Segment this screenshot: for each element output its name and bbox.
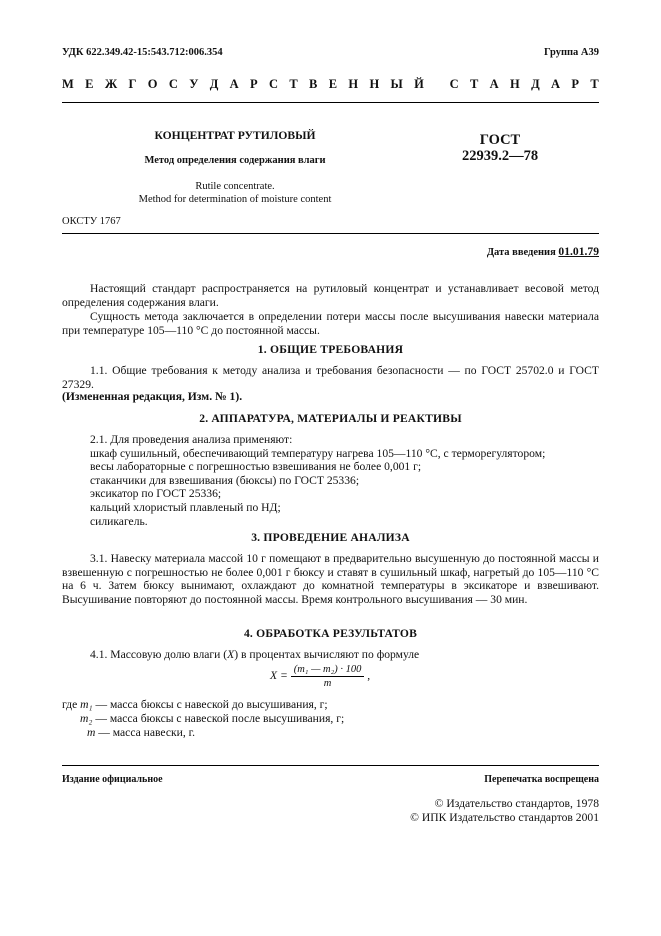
section-2-lead: 2.1. Для проведения анализа применяют: [90, 433, 293, 446]
heading-letter: Р [571, 77, 580, 91]
definition-text: масса навески, г. [112, 726, 195, 739]
copyright-1978: © Издательство стандартов, 1978 [434, 797, 599, 810]
section-3-title: 3. ПРОВЕДЕНИЕ АНАЛИЗА [251, 531, 410, 544]
list-item: шкаф сушильный, обеспечивающий температуру нагрева 105—110 °С, с терморегулятором; [90, 446, 546, 460]
section-4-title: 4. ОБРАБОТКА РЕЗУЛЬТАТОВ [243, 627, 418, 640]
heading-letter: Ж [104, 77, 118, 91]
heading-letter: Й [414, 77, 424, 91]
okstu-code: ОКСТУ 1767 [62, 216, 121, 227]
heading-letter: А [229, 77, 239, 91]
definition-text: масса бюксы с навеской после высушивания, г; [109, 712, 345, 725]
list-item: силикагель. [90, 514, 148, 528]
footer-divider [62, 765, 599, 766]
list-item: эксикатор по ГОСТ 25336; [90, 487, 222, 501]
gost-number: 22939.2—78 [461, 148, 539, 164]
definition-symbol: m₁ [80, 698, 93, 711]
section-1-title: 1. ОБЩИЕ ТРЕБОВАНИЯ [257, 343, 404, 356]
section-4-text-b: ) в процентах вычисляют по формуле [234, 648, 420, 661]
group-code: Группа А39 [543, 47, 599, 58]
section-4-paragraph [90, 648, 599, 662]
definition-row [87, 726, 195, 740]
heading-letter: Т [469, 77, 479, 91]
effective-date-value: 01.01.79 [558, 245, 599, 258]
heading-letter: В [309, 77, 318, 91]
heading-letter: Н [510, 77, 520, 91]
copyright-2001: © ИПК Издательство стандартов 2001 [410, 811, 599, 824]
section-4-variable: X [227, 648, 235, 661]
intro-paragraph-1: Настоящий стандарт распространяется на рутиловый концентрат и устанавливает весовой метод определения содержания влаги. [62, 282, 599, 309]
list-item: кальций хлористый плавленый по НД; [90, 500, 281, 514]
heading-letter: Р [250, 77, 258, 91]
heading-letter: О [147, 77, 158, 91]
formula-lhs: X = [270, 669, 288, 683]
official-edition: Издание официальное [62, 774, 163, 785]
heading-letter: У [189, 77, 199, 91]
heading-letter: Д [531, 77, 540, 91]
formula-numerator: (m₁ — m₂) · 100 [291, 664, 365, 677]
heading-letter: А [489, 77, 499, 91]
intro-paragraph-2: Сущность метода заключается в определении потери массы после высушивания навески материала при температуре 105—110 °С до постоянной массы. [62, 310, 599, 337]
heading-letter: А [551, 77, 561, 91]
definition-text: масса бюксы с навеской до высушивания, г; [109, 698, 328, 711]
heading-letter: Т [590, 77, 599, 91]
definition-dash: — [95, 712, 107, 725]
formula-tail: , [367, 669, 371, 683]
effective-date-label: Дата введения [486, 247, 556, 258]
formula-fraction [291, 664, 365, 689]
heading-letter: С [168, 77, 178, 91]
reprint-prohibited: Перепечатка воспрещена [484, 774, 599, 785]
header-divider [62, 102, 599, 103]
heading-letter [435, 77, 438, 92]
effective-date [487, 245, 599, 258]
heading-letter: Д [209, 77, 219, 91]
heading-letter: Н [348, 77, 359, 91]
section-1-paragraph: 1.1. Общие требования к методу анализа и требования безопасности — по ГОСТ 25702.0 и ГОСТ 27329. [62, 364, 599, 391]
formula-denominator: m [323, 678, 332, 689]
definition-symbol: m [87, 726, 96, 739]
title-ru: КОНЦЕНТРАТ РУТИЛОВЫЙ [154, 129, 316, 142]
heading-letter: С [449, 77, 459, 91]
list-item: весы лабораторные с погрешностью взвешивания не более 0,001 г; [90, 460, 422, 474]
heading-letter: Н [369, 77, 380, 91]
title-ru-subtitle: Метод определения содержания влаги [144, 155, 326, 166]
heading-letter: М [62, 77, 74, 91]
section-2-title: 2. АППАРАТУРА, МАТЕРИАЛЫ И РЕАКТИВЫ [199, 412, 462, 425]
title-en-1: Rutile concentrate. [195, 181, 275, 192]
heading-letter: Е [328, 77, 338, 91]
section-4-text-a: 4.1. Массовую долю влаги ( [90, 648, 228, 661]
udk-code: УДК 622.349.42-15:543.712:006.354 [62, 47, 223, 58]
list-item: стаканчики для взвешивания (бюксы) по ГОСТ 25336; [90, 473, 360, 487]
definition-row [80, 712, 344, 726]
interstate-standard-heading [62, 77, 599, 92]
heading-letter: Е [85, 77, 94, 91]
section-3-paragraph: 3.1. Навеску материала массой 10 г помещают в предварительно высушенную до постоянной массы и взвешенную с погрешностью не более 0,001 г бюксу и ставят в сушильный шкаф, нагретый до 105—110 °С на 6 ч. Затем бюксу вынимают, охлаждают до комнатной температуры в эксикаторе и взвешивают. Высушивание повторяют до постоянной массы. Время контрольного высушивания — 30 мин. [62, 552, 599, 606]
heading-letter: Т [289, 77, 298, 91]
definition-row [62, 698, 328, 712]
where-label: где [62, 698, 78, 711]
definition-dash: — [98, 726, 110, 739]
definition-symbol: m₂ [80, 712, 93, 725]
section-1-note: (Измененная редакция, Изм. № 1). [62, 390, 243, 403]
heading-letter: Г [128, 77, 137, 91]
heading-letter: Ы [390, 77, 403, 91]
moisture-formula [270, 664, 370, 689]
heading-letter: С [269, 77, 279, 91]
okstu-divider [62, 233, 599, 234]
definition-dash: — [95, 698, 108, 711]
gost-label: ГОСТ [479, 132, 521, 148]
section-2-list [90, 433, 599, 528]
title-en-2: Method for determination of moisture content [138, 194, 332, 205]
